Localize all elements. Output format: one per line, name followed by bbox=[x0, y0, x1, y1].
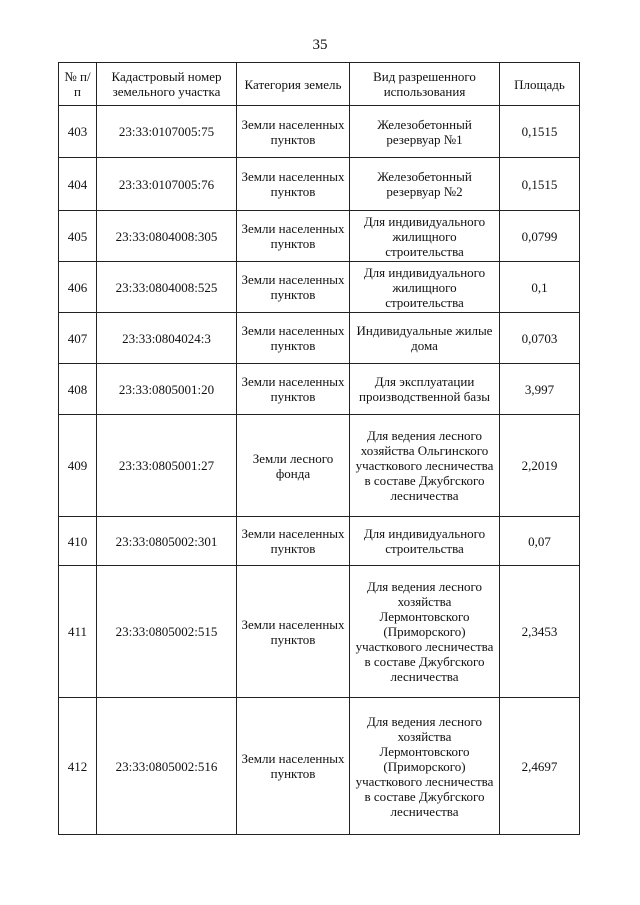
table-row bbox=[59, 313, 580, 364]
cell-num: 410 bbox=[59, 517, 97, 566]
table-row bbox=[59, 364, 580, 415]
cell-num: 406 bbox=[59, 262, 97, 313]
cell-purpose: Для эксплуатации производственной базы bbox=[350, 364, 500, 415]
cell-cadastral: 23:33:0805002:515 bbox=[97, 566, 237, 698]
cell-num: 411 bbox=[59, 566, 97, 698]
cell-purpose: Для индивидуального жилищного строительства bbox=[350, 262, 500, 313]
cell-category: Земли населенных пунктов bbox=[237, 313, 350, 364]
cell-num: 407 bbox=[59, 313, 97, 364]
header-num: № п/п bbox=[59, 63, 97, 106]
table-row bbox=[59, 262, 580, 313]
cell-cadastral: 23:33:0804008:525 bbox=[97, 262, 237, 313]
cell-purpose: Для индивидуального строительства bbox=[350, 517, 500, 566]
cell-purpose: Для индивидуального жилищного строительства bbox=[350, 211, 500, 262]
cell-purpose: Для ведения лесного хозяйства Лермонтовского (Приморского) участкового лесничества в составе Джубгского лесничества bbox=[350, 566, 500, 698]
cell-category: Земли населенных пунктов bbox=[237, 364, 350, 415]
table-row bbox=[59, 158, 580, 211]
cell-category: Земли лесного фонда bbox=[237, 415, 350, 517]
cell-purpose: Для ведения лесного хозяйства Лермонтовского (Приморского) участкового лесничества в составе Джубгского лесничества bbox=[350, 698, 500, 835]
cell-cadastral: 23:33:0805001:27 bbox=[97, 415, 237, 517]
table-row bbox=[59, 415, 580, 517]
table-row bbox=[59, 517, 580, 566]
cell-category: Земли населенных пунктов bbox=[237, 566, 350, 698]
page-number: 35 bbox=[312, 37, 328, 53]
table-row bbox=[59, 698, 580, 835]
cell-area: 2,3453 bbox=[500, 566, 580, 698]
cell-cadastral: 23:33:0805001:20 bbox=[97, 364, 237, 415]
cell-cadastral: 23:33:0107005:76 bbox=[97, 158, 237, 211]
table-row bbox=[59, 566, 580, 698]
cell-num: 405 bbox=[59, 211, 97, 262]
header-cadastral: Кадастровый номер земельного участка bbox=[97, 63, 237, 106]
cell-cadastral: 23:33:0107005:75 bbox=[97, 106, 237, 158]
cell-area: 0,1515 bbox=[500, 158, 580, 211]
table-header-row bbox=[59, 63, 580, 106]
land-plots-table bbox=[58, 62, 580, 835]
cell-area: 0,0703 bbox=[500, 313, 580, 364]
cell-num: 409 bbox=[59, 415, 97, 517]
cell-num: 412 bbox=[59, 698, 97, 835]
cell-area: 3,997 bbox=[500, 364, 580, 415]
cell-category: Земли населенных пунктов bbox=[237, 211, 350, 262]
cell-num: 403 bbox=[59, 106, 97, 158]
cell-category: Земли населенных пунктов bbox=[237, 698, 350, 835]
cell-area: 2,4697 bbox=[500, 698, 580, 835]
cell-category: Земли населенных пунктов bbox=[237, 106, 350, 158]
cell-cadastral: 23:33:0805002:516 bbox=[97, 698, 237, 835]
cell-purpose: Для ведения лесного хозяйства Ольгинского участкового лесничества в составе Джубгского лесничества bbox=[350, 415, 500, 517]
header-category: Категория земель bbox=[237, 63, 350, 106]
cell-category: Земли населенных пунктов bbox=[237, 158, 350, 211]
cell-purpose: Индивидуальные жилые дома bbox=[350, 313, 500, 364]
cell-area: 0,1 bbox=[500, 262, 580, 313]
cell-num: 408 bbox=[59, 364, 97, 415]
cell-category: Земли населенных пунктов bbox=[237, 517, 350, 566]
cell-num: 404 bbox=[59, 158, 97, 211]
header-purpose: Вид разрешенного использования bbox=[350, 63, 500, 106]
cell-cadastral: 23:33:0805002:301 bbox=[97, 517, 237, 566]
cell-area: 0,1515 bbox=[500, 106, 580, 158]
cell-cadastral: 23:33:0804008:305 bbox=[97, 211, 237, 262]
table-row bbox=[59, 211, 580, 262]
header-area: Площадь bbox=[500, 63, 580, 106]
cell-cadastral: 23:33:0804024:3 bbox=[97, 313, 237, 364]
cell-category: Земли населенных пунктов bbox=[237, 262, 350, 313]
table-row bbox=[59, 106, 580, 158]
cell-purpose: Железобетонный резервуар №2 bbox=[350, 158, 500, 211]
cell-purpose: Железобетонный резервуар №1 bbox=[350, 106, 500, 158]
cell-area: 2,2019 bbox=[500, 415, 580, 517]
cell-area: 0,0799 bbox=[500, 211, 580, 262]
cell-area: 0,07 bbox=[500, 517, 580, 566]
